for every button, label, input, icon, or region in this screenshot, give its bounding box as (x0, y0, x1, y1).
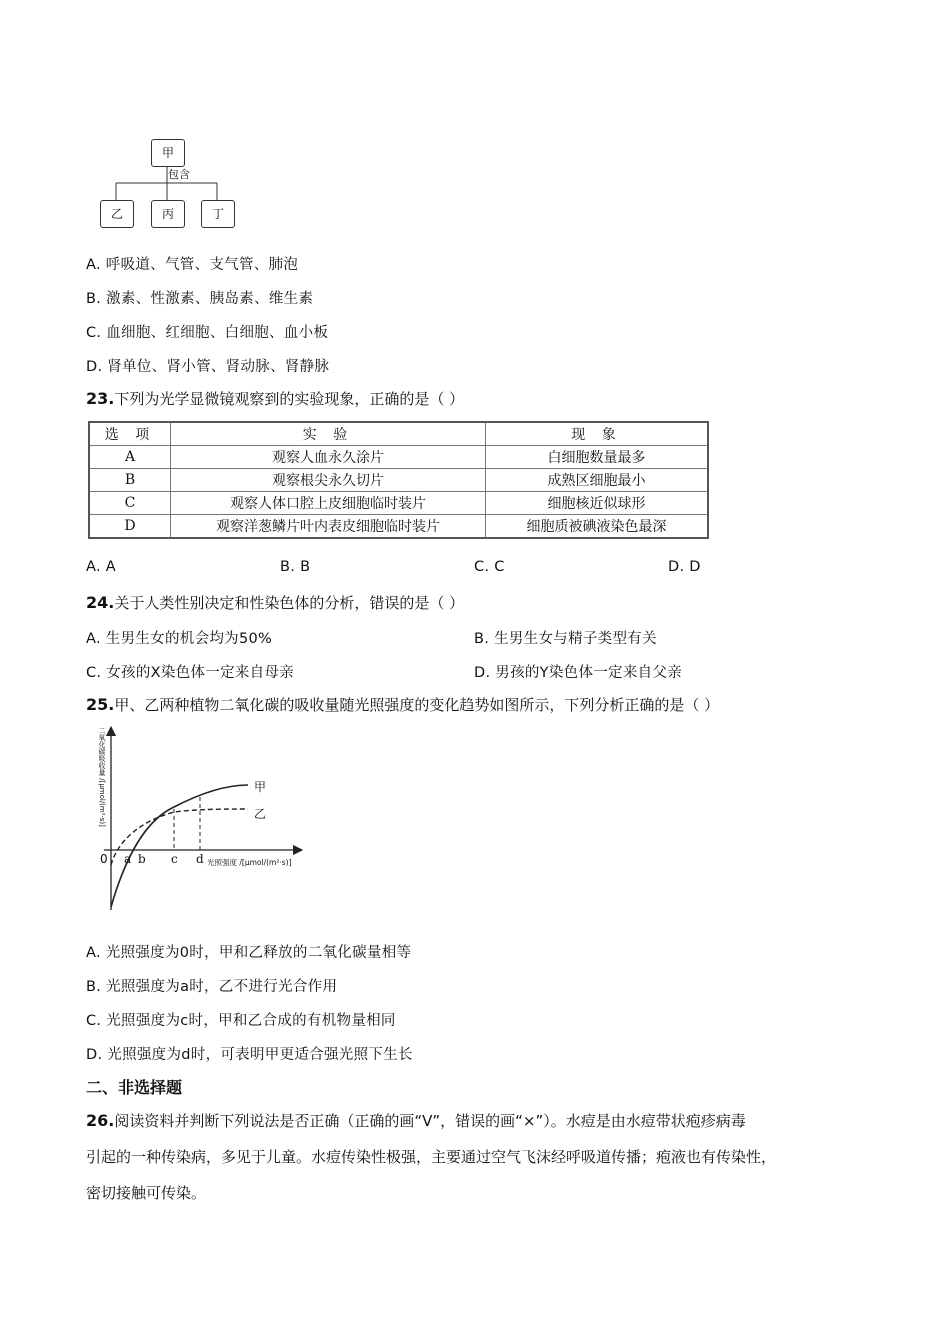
table-row (89, 469, 708, 492)
q24-option-c: C. 女孩的X染色体一定来自母亲 (86, 665, 295, 681)
q26-line-1 (86, 1103, 866, 1139)
table-cell: C (89, 492, 171, 515)
q22-option-a: A. 呼吸道、气管、支气管、肺泡 (86, 257, 299, 273)
diagram-node-child-1: 乙 (100, 200, 134, 228)
series-jia-curve (111, 785, 248, 907)
co2-light-graph (86, 725, 316, 915)
table-cell: B (89, 469, 171, 492)
graph-legend-jia: 甲 (254, 780, 267, 794)
graph-origin-label: 0 (100, 852, 108, 866)
graph-tick-b: b (138, 852, 146, 866)
table-row (89, 515, 708, 539)
table-cell: D (89, 515, 171, 539)
q25-option-b: B. 光照强度为a时，乙不进行光合作用 (86, 979, 338, 995)
q22-option-d: D. 肾单位、肾小管、肾动脉、肾静脉 (86, 359, 330, 375)
table-row (89, 492, 708, 515)
q23-number: 23. (86, 389, 115, 408)
q24-option-d: D. 男孩的Y染色体一定来自父亲 (474, 665, 683, 681)
graph-svg (86, 725, 316, 915)
graph-y-label: 二氧化碳吸收量 /[μmol/(m²·s)] (98, 727, 106, 827)
graph-tick-a: a (124, 852, 132, 866)
q23-text: 下列为光学显微镜观察到的实验现象，正确的是（ ） (114, 390, 465, 408)
table-cell: 观察洋葱鳞片叶内表皮细胞临时装片 (171, 515, 486, 539)
table-cell: 观察根尖永久切片 (171, 469, 486, 492)
table-cell: 观察人体口腔上皮细胞临时装片 (171, 492, 486, 515)
graph-tick-d: d (196, 852, 204, 866)
q24-option-a: A. 生男生女的机会均为50% (86, 631, 273, 647)
q24-text: 关于人类性别决定和性染色体的分析，错误的是（ ） (114, 594, 465, 612)
q23-stem (86, 388, 464, 409)
q26-line-3: 密切接触可传染。 (86, 1184, 207, 1202)
section-heading: 二、非选择题 (86, 1078, 183, 1097)
q26-line-2: 引起的一种传染病，多见于儿童。水痘传染性极强，主要通过空气飞沫经呼吸道传播；疱液也有传染性， (86, 1148, 777, 1166)
table-cell: 白细胞数量最多 (486, 446, 709, 469)
q23-option-b: B. B (280, 559, 311, 575)
q25-option-d: D. 光照强度为d时，可表明甲更适合强光照下生长 (86, 1047, 413, 1063)
q25-text: 甲、乙两种植物二氧化碳的吸收量随光照强度的变化趋势如图所示，下列分析正确的是（ ） (114, 696, 720, 714)
q24-number: 24. (86, 593, 115, 612)
table-cell: 观察人血永久涂片 (171, 446, 486, 469)
graph-tick-c: c (171, 852, 178, 866)
q22-option-b: B. 激素、性激素、胰岛素、维生素 (86, 291, 314, 307)
diagram-relation-label: 包含 (168, 168, 190, 181)
q26-line-1-text: 阅读资料并判断下列说法是否正确（正确的画“V”，错误的画“×”）。水痘是由水痘带状疱疹病毒 (114, 1112, 746, 1130)
q25-option-c: C. 光照强度为c时，甲和乙合成的有机物量相同 (86, 1013, 396, 1029)
q23-experiment-table (88, 421, 709, 539)
table-cell: A (89, 446, 171, 469)
table-cell: 细胞核近似球形 (486, 492, 709, 515)
diagram-node-child-3: 丁 (201, 200, 235, 228)
q25-stem (86, 694, 719, 715)
diagram-node-child-2: 丙 (151, 200, 185, 228)
table-header-option: 选 项 (89, 422, 171, 446)
diagram-node-top: 甲 (151, 139, 185, 167)
table-header-phenomenon: 现 象 (486, 422, 709, 446)
table-cell: 细胞质被碘液染色最深 (486, 515, 709, 539)
q23-option-a: A. A (86, 559, 117, 575)
q24-stem (86, 592, 464, 613)
q25-option-a: A. 光照强度为0时，甲和乙释放的二氧化碳量相等 (86, 945, 412, 961)
q24-option-b: B. 生男生女与精子类型有关 (474, 631, 657, 647)
table-header-row (89, 422, 708, 446)
q25-number: 25. (86, 695, 115, 714)
table-cell: 成熟区细胞最小 (486, 469, 709, 492)
q26-number: 26. (86, 1111, 115, 1130)
q23-option-c: C. C (474, 559, 505, 575)
graph-x-label: 光照强度 /[μmol/(m²·s)] (207, 858, 292, 867)
q23-option-d: D. D (668, 559, 701, 575)
graph-legend-yi: 乙 (254, 807, 267, 821)
q26-paragraph (86, 1103, 866, 1211)
table-header-experiment: 实 验 (171, 422, 486, 446)
q22-option-c: C. 血细胞、红细胞、白细胞、血小板 (86, 325, 329, 341)
table-row (89, 446, 708, 469)
